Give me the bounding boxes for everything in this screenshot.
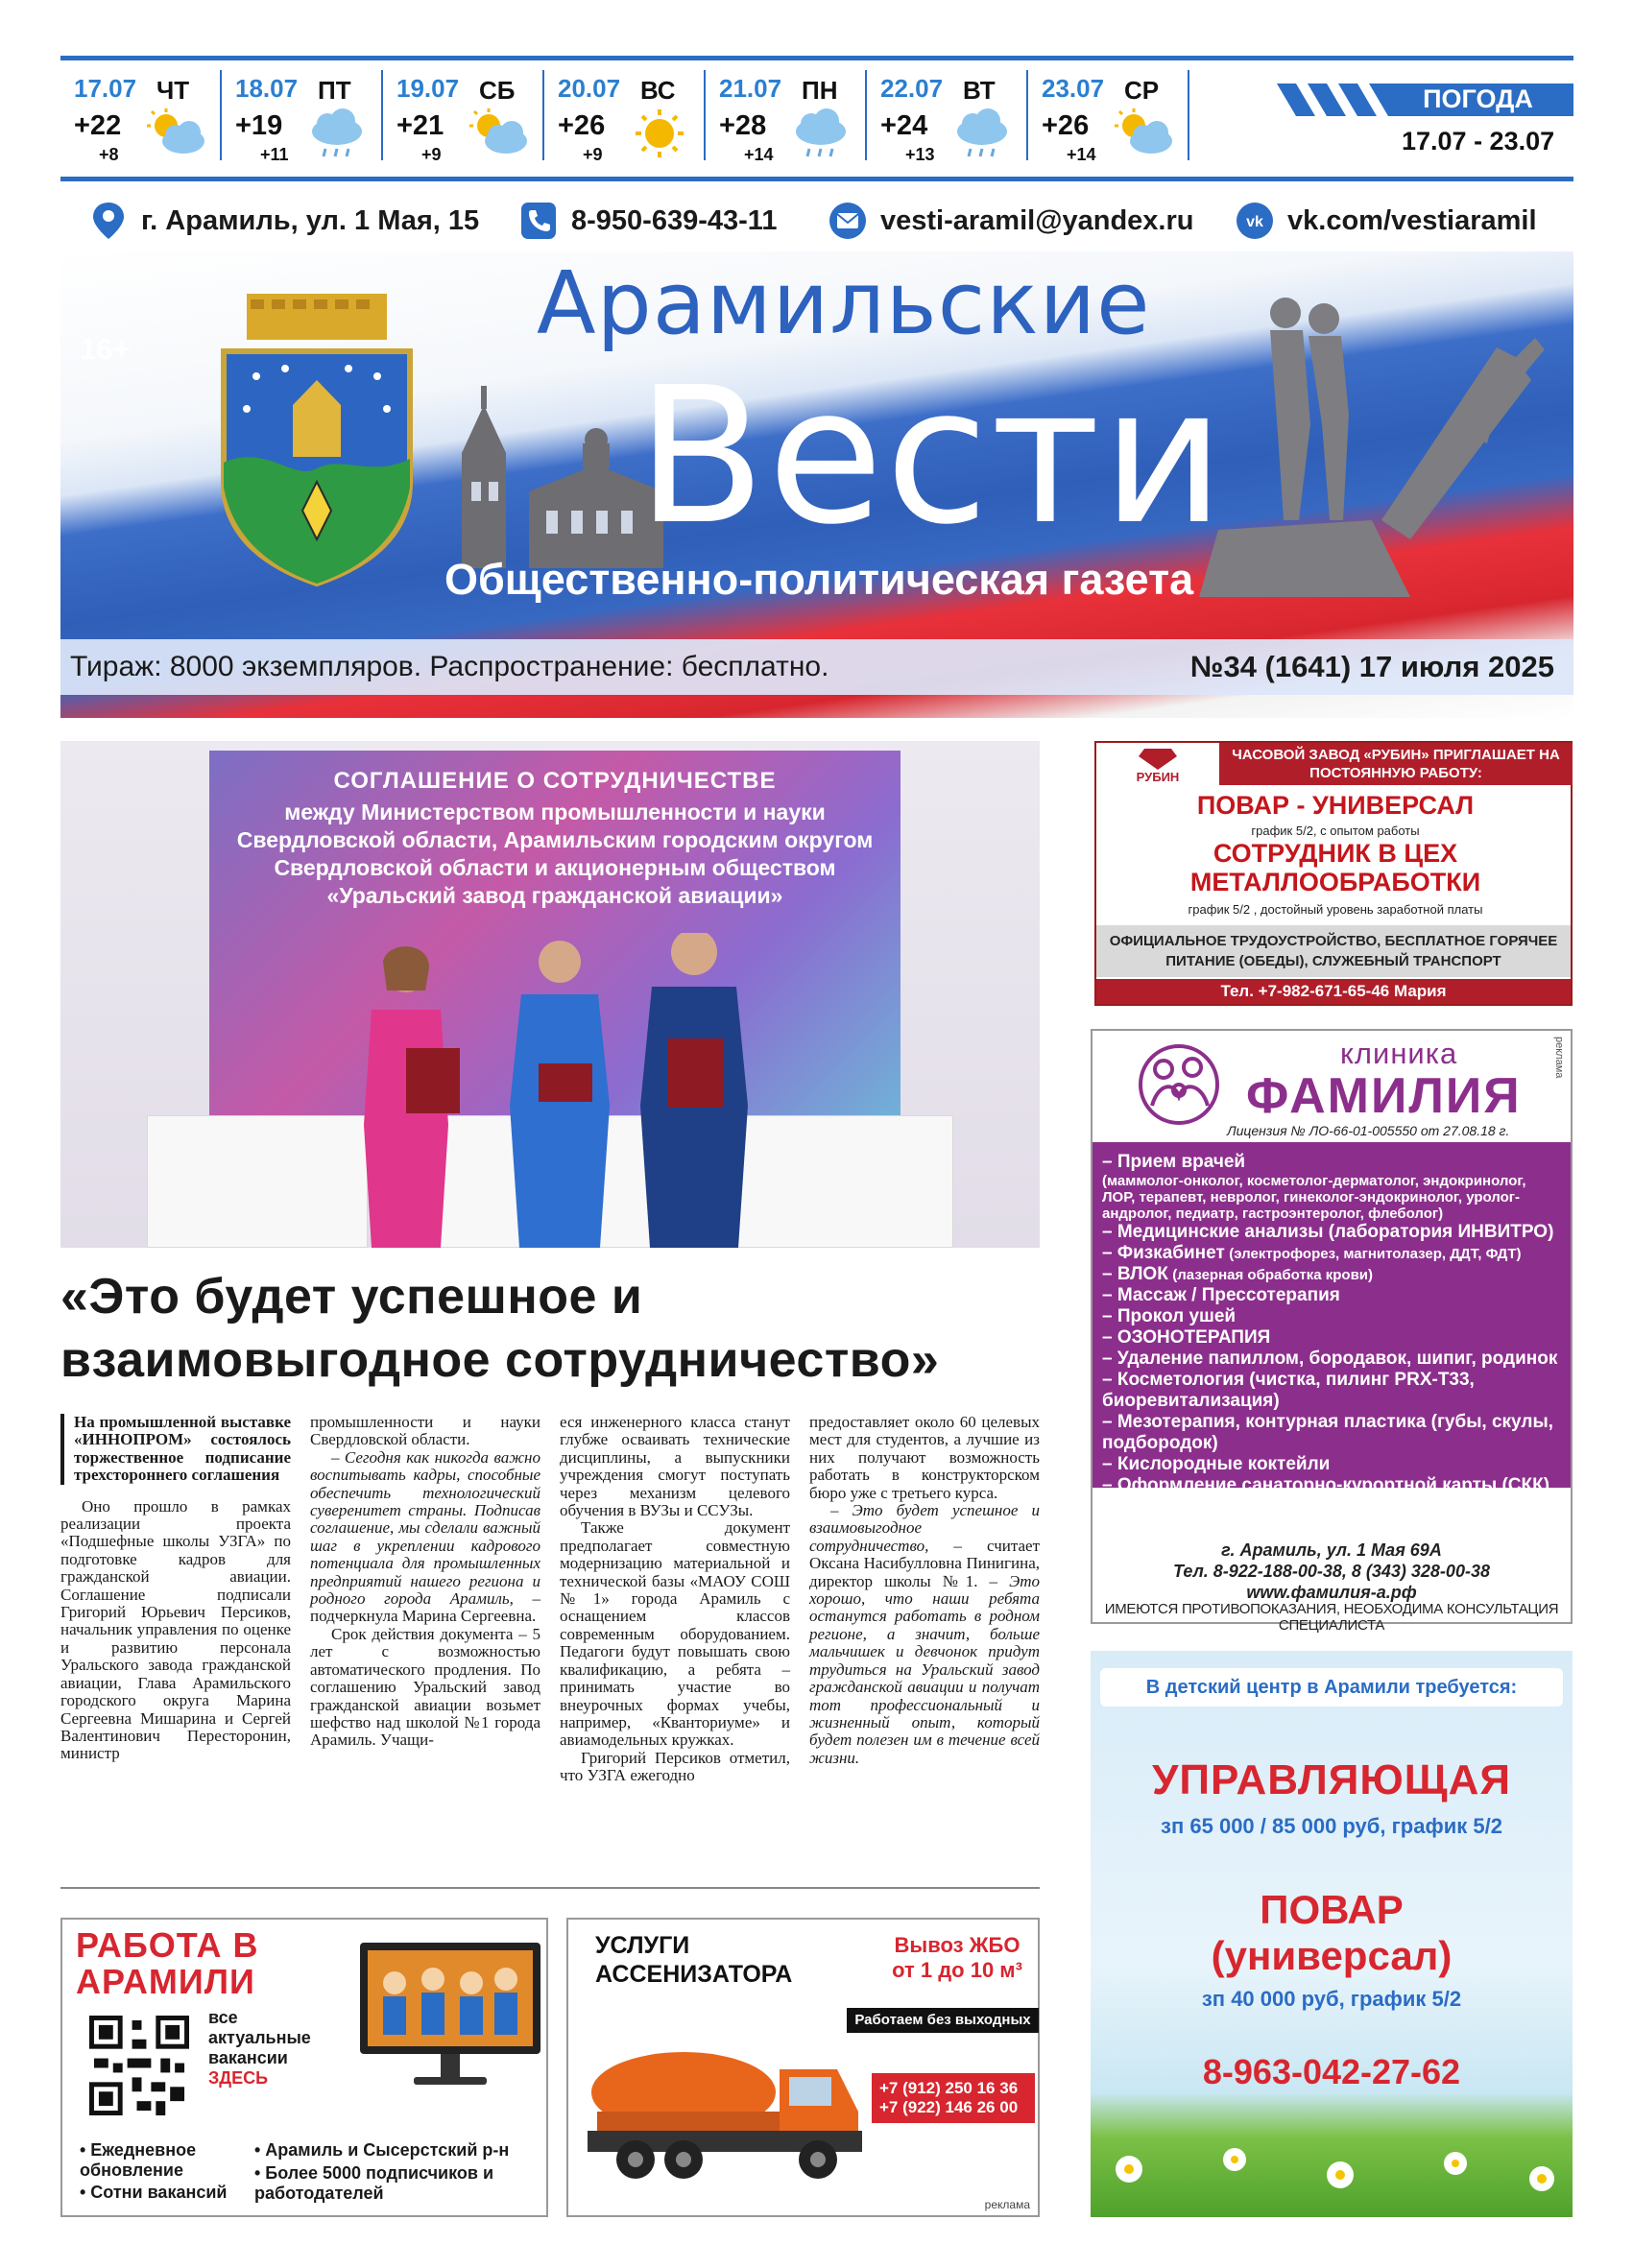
contact-email[interactable] (829, 201, 1193, 241)
weather-weekday: ВС (640, 76, 676, 105)
monument-icon (1180, 280, 1564, 597)
weather-day (1028, 70, 1189, 164)
work-text-line: вакансии (208, 2048, 288, 2067)
rubin-heading: ЧАСОВОЙ ЗАВОД «РУБИН» ПРИГЛАШАЕТ НА ПОСТОЯННУЮ РАБОТУ: (1219, 743, 1573, 785)
sun-cloud-icon (145, 108, 206, 158)
rain-cloud-icon (951, 108, 1013, 158)
work-text (208, 2008, 311, 2089)
sewage-title-line: УСЛУГИ (595, 1932, 690, 1959)
quote-attribution: – подчеркнула Марина Сергеевна. (310, 1589, 540, 1626)
clinic-address: г. Арамиль, ул. 1 Мая 69А (1221, 1540, 1442, 1560)
work-text-line: все (208, 2008, 238, 2027)
clinic-services (1093, 1142, 1571, 1516)
weather-day (383, 70, 544, 164)
weather-date: 18.07 (235, 74, 299, 103)
weather-weekday: ЧТ (156, 76, 190, 105)
work-title (76, 1927, 258, 2000)
sewage-phone: +7 (922) 146 26 00 (879, 2098, 1019, 2116)
weather-day (60, 70, 222, 164)
truck-icon (578, 2016, 866, 2198)
rubin-job-metal-note: график 5/2 , достойный уровень заработной платы (1188, 902, 1483, 917)
weather-date: 23.07 (1042, 74, 1105, 103)
ad-rubin[interactable] (1094, 741, 1573, 1006)
list-item (1102, 1243, 1561, 1264)
quote-text: – Это хорошо, что наши ребята останутся работать в родном регионе, а значит, больше мальчишек и девчонок придут трудиться на Уральский завод гражданской авиации и получат тот профессиональный и жизненный опыт, который будет полезен им в течение всей жизни. (809, 1571, 1040, 1767)
weather-low: +11 (260, 145, 289, 164)
weather-high: +28 (719, 110, 767, 141)
service-detail: (лазерная обработка крови) (1172, 1267, 1374, 1283)
article-column-2 (310, 1414, 540, 1750)
work-here: ЗДЕСЬ (208, 2068, 269, 2088)
service-title: – Прокол ушей (1102, 1306, 1237, 1326)
weather-low: +9 (421, 145, 442, 164)
work-text-line: актуальные (208, 2028, 311, 2047)
list-item (1102, 1264, 1561, 1285)
kids-phone: 8-963-042-27-62 (1202, 2052, 1461, 2091)
weather-high: +26 (558, 110, 606, 141)
service-title: – Оформление санаторно-курортной карты (СКК) (1102, 1475, 1550, 1495)
podium (147, 1115, 368, 1248)
article-column-4 (809, 1414, 1040, 1767)
article-column-1 (60, 1414, 291, 1763)
advertisement-label: реклама (984, 2198, 1030, 2211)
masthead-title-top: Арамильские (537, 253, 1151, 354)
sun-cloud-icon (468, 108, 529, 158)
service-detail: (электрофорез, магнитолазер, ДДТ, ФДТ) (1229, 1246, 1522, 1262)
contact-vk[interactable] (1236, 201, 1537, 241)
sewage-title-line: АССЕНИЗАТОРА (595, 1961, 793, 1988)
svg-text:vk: vk (1246, 214, 1263, 230)
clinic-license: Лицензия № ЛО-66-01-005550 от 27.08.18 г. (1227, 1123, 1510, 1138)
weather-low: +14 (1067, 145, 1096, 164)
weather-low: +9 (583, 145, 603, 164)
weather-high: +19 (235, 110, 283, 141)
masthead-title-main: Вести (636, 347, 1227, 566)
weather-high: +24 (880, 110, 928, 141)
article-paragraph: Срок действия документа – 5 лет с возможностью автоматического продления. По соглашению Уральский завод гражданской авиации возьмет шефство над школой №1 города Арамиль. Учащи- (310, 1624, 540, 1750)
clinic-warning: ИМЕЮТСЯ ПРОТИВОПОКАЗАНИЯ, НЕОБХОДИМА КОНСУЛЬТАЦИЯ СПЕЦИАЛИСТА (1104, 1601, 1559, 1634)
flowers-decoration (1091, 2131, 1573, 2217)
article-paragraph: предоставляет около 60 целевых мест для студентов, а лучшие из них получают возможность работать в конструкторском бюро уже с третьего курса. (809, 1413, 1040, 1502)
masthead-footer (60, 639, 1573, 695)
kids-job-manager: УПРАВЛЯЮЩАЯ (1151, 1756, 1512, 1803)
kids-job-cook-title: ПОВАР (1260, 1887, 1404, 1932)
article-paragraph: Григорий Персиков отметил, что УЗГА ежегодно (560, 1748, 790, 1785)
vk-text: vk.com/vestiaramil (1287, 204, 1537, 236)
stripe-decoration (1277, 84, 1392, 116)
sewage-offer-line: Вывоз ЖБО (894, 1933, 1021, 1957)
kids-salary-manager: зп 65 000 / 85 000 руб, график 5/2 (1161, 1814, 1502, 1838)
ad-clinic[interactable] (1091, 1029, 1573, 1634)
weather-low: +8 (99, 145, 119, 164)
weather-low: +13 (905, 145, 935, 164)
service-detail: (маммолог-онколог, косметолог-дерматолог, эндокринолог, ЛОР, терапевт, невролог, гинеколог-эндокринолог, уролог-андролог, педиатр, гастроэнтеролог, флеболог) (1102, 1173, 1526, 1222)
weather-title: ПОГОДА (1423, 84, 1533, 113)
sewage-offer-line: от 1 до 10 м³ (892, 1958, 1022, 1982)
sewage-phones (872, 2073, 1035, 2123)
weather-date: 21.07 (719, 74, 782, 103)
service-title: – Физкабинет (1102, 1243, 1225, 1263)
advertisement-label: реклама (1553, 1037, 1565, 1079)
rubin-logo (1104, 749, 1212, 784)
email-icon (829, 201, 867, 241)
rubin-job-metal: СОТРУДНИК В ЦЕХ МЕТАЛЛООБРАБОТКИ (1189, 839, 1481, 896)
weather-day (867, 70, 1028, 164)
article-quote-paragraph (809, 1502, 1040, 1767)
kids-job-cook-subtitle: (универсал) (1211, 1933, 1453, 1978)
weather-date: 20.07 (558, 74, 621, 103)
coat-of-arms-icon (208, 290, 425, 587)
weather-weekday: ПТ (318, 76, 351, 105)
service-title: – ВСЕ ВИДЫ УЗИ (1102, 1496, 1259, 1516)
ad-kids-center[interactable] (1091, 1651, 1573, 2217)
contact-phone[interactable] (519, 201, 777, 241)
contacts-bar (60, 177, 1573, 246)
clinic-header (1093, 1031, 1571, 1142)
service-title: – Кислородные коктейли (1102, 1454, 1331, 1474)
age-rating: 16+ (80, 332, 131, 366)
service-title: – Мезотерапия, контурная пластика (губы, скулы, подбородок) (1102, 1412, 1553, 1453)
location-pin-icon (89, 201, 128, 241)
phone-icon (519, 201, 558, 241)
service-title: – Медицинские анализы (лаборатория ИНВИТРО) (1102, 1222, 1554, 1242)
clinic-word: клиника (1340, 1037, 1458, 1070)
phone-text: 8-950-639-43-11 (571, 204, 778, 236)
gem-icon (1139, 749, 1177, 770)
article-paragraph: Также документ предполагает совместную модернизацию материальной и технической базы «МАОУ СОШ №1» города Арамиль с оснащением классов современным оборудованием. Педагоги будут повышать свою квалификацию, а ребята – принимать участие во внеурочных формах учебы, например, «Кванториуме» и авиамодельных кружках. (560, 1518, 790, 1750)
screen-text: между Министерством промышленности и науки Свердловской области, Арамильским городским округом Свердловской области и акционерным обществом «Уральский завод гражданской авиации» (236, 800, 874, 908)
screen-title: СОГЛАШЕНИЕ О СОТРУДНИЧЕСТВЕ (333, 768, 777, 794)
list-item (1102, 1152, 1561, 1222)
monitor-icon (356, 1939, 544, 2092)
weather-high: +22 (74, 110, 122, 141)
rain-cloud-icon (790, 108, 852, 158)
weather-range: 17.07 - 23.07 (1402, 127, 1555, 155)
weather-day (706, 70, 867, 164)
sun-cloud-icon (1113, 108, 1174, 158)
rubin-benefits: ОФИЦИАЛЬНОЕ ТРУДОУСТРОЙСТВО, БЕСПЛАТНОЕ ГОРЯЧЕЕ ПИТАНИЕ (ОБЕДЫ), СЛУЖЕБНЫЙ ТРАНСПОРТ (1096, 925, 1571, 977)
service-title: – ОЗОНОТЕРАПИЯ (1102, 1327, 1271, 1348)
weather-weekday: ВТ (963, 76, 996, 105)
work-bullet: • Ежедневное обновление (80, 2140, 197, 2180)
weather-weekday: СБ (479, 76, 516, 105)
clinic-name: ФАМИЛИЯ (1246, 1068, 1522, 1124)
article-paragraph: еся инженерного класса станут глубже осваивать технические дисциплины, а выпускники учреждения смогут поступать через механизм целевого обучения в ВУЗы и ССУЗы. (560, 1413, 790, 1520)
vk-icon (1236, 201, 1274, 241)
weather-date: 22.07 (880, 74, 944, 103)
weather-weekday: ПН (802, 76, 838, 105)
ad-work-in-aramil[interactable] (60, 1918, 548, 2217)
quote-attribution: – считает Оксана Насибулловна Пинигина, директор школы №1. (809, 1536, 1040, 1590)
weather-date: 17.07 (74, 74, 137, 103)
rubin-logo-text: РУБИН (1136, 770, 1180, 784)
weather-low: +14 (744, 145, 774, 164)
work-bullet: • Арамиль и Сысерстский р-н (254, 2140, 510, 2160)
article-quote-paragraph (310, 1449, 540, 1626)
work-bullet: • Более 5000 подписчиков и работодателей (254, 2163, 494, 2203)
weather-day (544, 70, 706, 164)
address-text: г. Арамиль, ул. 1 Мая, 15 (141, 204, 480, 236)
article-column-3 (560, 1414, 790, 1785)
article-paragraph: промышленности и науки Свердловской области. (310, 1413, 540, 1449)
sewage-title (595, 1931, 792, 1989)
quote-text: – Сегодня как никогда важно воспитывать кадры, способные обеспечить технологический суверенитет страны. Подписав соглашение, мы сделали важный шаг в укреплении кадрового потенциала для промышленных предприятий нашего региона и родного города Арамиль, (310, 1447, 540, 1609)
masthead (60, 251, 1573, 718)
signatories-figures (348, 933, 771, 1248)
article-title: «Это будет успешное и взаимовыгодное сотрудничество» (60, 1269, 940, 1388)
article-lead: На промышленной выставке «ИННОПРОМ» состоялось торжественное подписание трехстороннего соглашения (60, 1414, 291, 1485)
rubin-job-cook-note: график 5/2, с опытом работы (1251, 824, 1420, 838)
qr-code-icon[interactable] (89, 2016, 189, 2115)
work-bullet: • Сотни вакансий (80, 2183, 228, 2202)
quote-text: – Это будет успешное и взаимовыгодное сотрудничество, (809, 1501, 1040, 1555)
sun-icon (629, 108, 690, 158)
weather-date: 19.07 (396, 74, 460, 103)
sewage-phone: +7 (912) 250 16 36 (879, 2079, 1019, 2097)
signing-photo (60, 741, 1040, 1248)
kids-salary-cook: зп 40 000 руб, график 5/2 (1201, 1987, 1462, 2011)
family-logo-icon (1131, 1039, 1227, 1131)
clinic-phones: Тел. 8-922-188-00-38, 8 (343) 328-00-38 (1173, 1562, 1490, 1581)
sewage-schedule: Работаем без выходных (847, 2008, 1039, 2033)
rain-cloud-icon (306, 108, 368, 158)
clinic-contacts (1093, 1540, 1571, 1603)
service-title: – Косметология (чистка, пилинг PRX-T33, биоревитализация) (1102, 1370, 1475, 1411)
weather-weekday: СР (1124, 76, 1160, 105)
weather-day (222, 70, 383, 164)
weather-high: +21 (396, 110, 444, 141)
clinic-site[interactable]: www.фамилия-а.рф (1246, 1583, 1417, 1602)
service-title: – ВЛОК (1102, 1264, 1168, 1284)
ad-sewage-service[interactable] (566, 1918, 1040, 2217)
contact-address (89, 201, 479, 241)
service-title: – Прием врачей (1102, 1152, 1246, 1172)
masthead-subtitle: Общественно-политическая газета (444, 555, 1194, 604)
email-text: vesti-aramil@yandex.ru (880, 204, 1194, 236)
article-paragraph: Оно прошло в рамках реализации проекта «Подшефные школы УЗГА» по подготовке кадров для гражданской авиации. Соглашение подписали Григорий Юрьевич Персиков, начальник управления по оценке и развитию персонала Уральского завода гражданской авиации, Глава Арамильского городского округа Марина Сергеевна Мишарина и Сергей Валентинович Пересторонин, министр (60, 1496, 291, 1763)
kids-job-cook (1091, 1887, 1573, 1979)
issue-number: №34 (1641) 17 июля 2025 (1189, 650, 1554, 683)
sewage-offer (885, 1933, 1029, 1983)
service-title: – Удаление папиллом, бородавок, шипиг, родинок (1102, 1349, 1558, 1369)
service-title: – Массаж / Прессотерапия (1102, 1285, 1340, 1305)
weather-high: +26 (1042, 110, 1090, 141)
work-title-line: АРАМИЛИ (76, 1962, 255, 2001)
article-divider (60, 1887, 1040, 1889)
circulation-text: Тираж: 8000 экземпляров. Распространение: бесплатно. (70, 651, 829, 682)
kids-heading: В детский центр в Арамили требуется: (1100, 1668, 1563, 1707)
rubin-job-cook: ПОВАР - УНИВЕРСАЛ (1196, 791, 1475, 820)
work-title-line: РАБОТА В (76, 1925, 259, 1965)
rubin-phone: Тел. +7-982-671-65-46 Мария (1096, 979, 1571, 1004)
